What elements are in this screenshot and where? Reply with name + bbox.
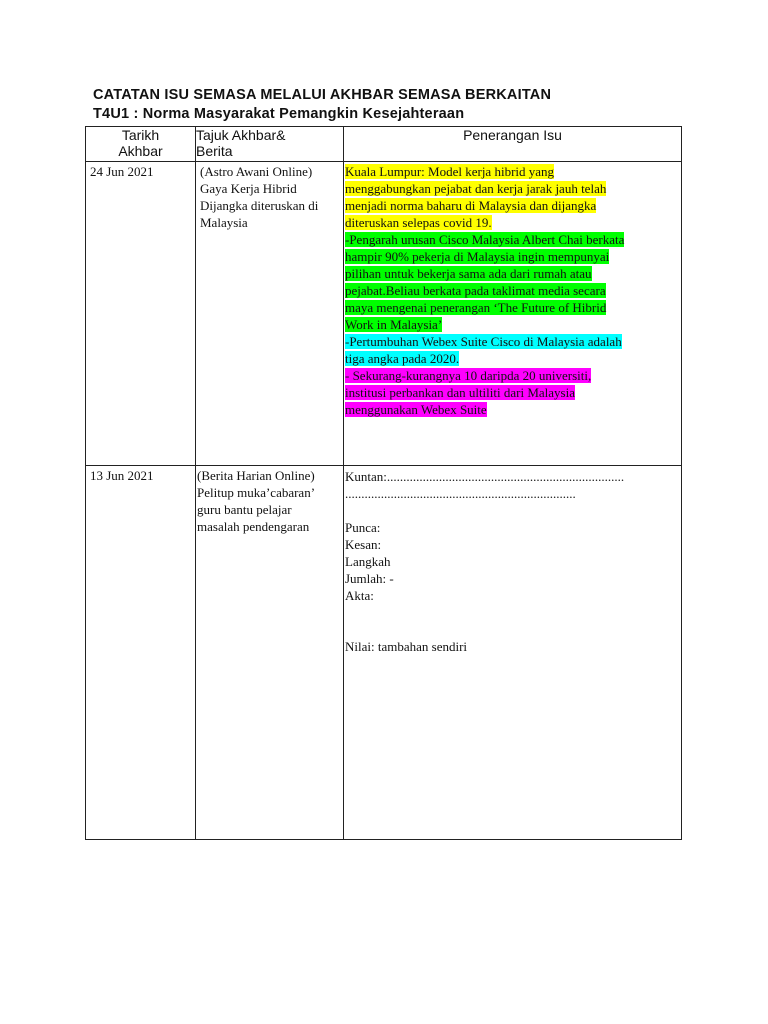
highlighted-text: Kuala Lumpur: Model kerja hibrid yang [345, 164, 555, 179]
row-1-title-line-1: (Astro Awani Online) [200, 164, 313, 179]
description-line [345, 163, 681, 180]
row-1-title-line-2: Gaya Kerja Hibrid [200, 181, 297, 196]
description-line [345, 265, 681, 282]
row-1-date: 24 Jun 2021 [90, 164, 154, 179]
description-line [345, 248, 681, 265]
heading-line-2: T4U1 : Norma Masyarakat Pemangkin Kesejahteraan [93, 106, 465, 122]
row-1-description [344, 162, 681, 418]
row-2-title-line-4: masalah pendengaran [197, 519, 310, 534]
langkah-field: Langkah [345, 554, 391, 569]
description-line [345, 384, 681, 401]
row-2-description-cell [344, 466, 682, 840]
row-2-date-cell [86, 466, 196, 840]
row-2-title-cell [196, 466, 344, 840]
description-line [345, 299, 681, 316]
nilai-field: Nilai: tambahan sendiri [345, 639, 468, 654]
heading-line-1: CATATAN ISU SEMASA MELALUI AKHBAR SEMASA BERKAITAN [93, 87, 552, 103]
table-row [86, 162, 682, 466]
highlighted-text: -Pertumbuhan Webex Suite Cisco di Malaysia adalah [345, 334, 622, 349]
row-2-date: 13 Jun 2021 [90, 468, 154, 483]
kesan-field: Kesan: [345, 537, 382, 552]
row-1-title-cell [196, 162, 344, 466]
kuntan-field: Kuntan:......................................................................... [345, 469, 625, 484]
highlighted-text: tiga angka pada 2020. [345, 351, 460, 366]
row-2-title-line-1: (Berita Harian Online) [197, 468, 315, 483]
description-line [345, 350, 681, 367]
header-date-line-1: Tarikh [121, 127, 160, 143]
issue-table [85, 126, 682, 840]
jumlah-field: Jumlah: - [345, 571, 394, 586]
description-line [345, 333, 681, 350]
description-line [345, 367, 681, 384]
row-1-date-cell [86, 162, 196, 466]
row-1-title-line-4: Malaysia [200, 215, 248, 230]
highlighted-text: diteruskan selepas covid 19. [345, 215, 492, 230]
highlighted-text: institusi perbankan dan ultiliti dari Malaysia [345, 385, 575, 400]
highlighted-text: menjadi norma baharu di Malaysia dan dijangka [345, 198, 597, 213]
description-line [345, 316, 681, 333]
description-line [345, 214, 681, 231]
row-1-description-cell [344, 162, 682, 466]
highlighted-text: pilihan untuk bekerja sama ada dari rumah atau [345, 266, 592, 281]
row-2-title-line-2: Pelitup muka’cabaran’ [197, 485, 316, 500]
table-row [86, 466, 682, 840]
highlighted-text: maya mengenai penerangan ‘The Future of Hibrid [345, 300, 607, 315]
description-line [345, 197, 681, 214]
header-title-line-2: Berita [196, 143, 233, 159]
header-description-label: Penerangan Isu [463, 127, 562, 143]
dotted-line: ....................................................................... [345, 486, 576, 501]
highlighted-text: -Pengarah urusan Cisco Malaysia Albert Chai berkata [345, 232, 625, 247]
header-title-line-1: Tajuk Akhbar& [196, 127, 286, 143]
description-line [345, 282, 681, 299]
description-line [345, 180, 681, 197]
header-date [86, 127, 196, 162]
row-2-title-line-3: guru bantu pelajar [197, 502, 292, 517]
highlighted-text: - Sekurang-kurangnya 10 daripda 20 universiti, [345, 368, 592, 383]
highlighted-text: hampir 90% pekerja di Malaysia ingin mempunyai [345, 249, 610, 264]
punca-field: Punca: [345, 520, 381, 535]
header-title [196, 127, 344, 162]
description-line [345, 231, 681, 248]
akta-field: Akta: [345, 588, 374, 603]
highlighted-text: menggabungkan pejabat dan kerja jarak jauh telah [345, 181, 607, 196]
document-heading [93, 86, 551, 124]
header-date-line-2: Akhbar [118, 143, 163, 159]
row-1-title-line-3: Dijangka diteruskan di [200, 198, 319, 213]
highlighted-text: pejabat.Beliau berkata pada taklimat media secara [345, 283, 606, 298]
description-line [345, 401, 681, 418]
highlighted-text: menggunakan Webex Suite [345, 402, 487, 417]
highlighted-text: Work in Malaysia’ [345, 317, 443, 332]
header-description [344, 127, 682, 162]
table-header-row [86, 127, 682, 162]
